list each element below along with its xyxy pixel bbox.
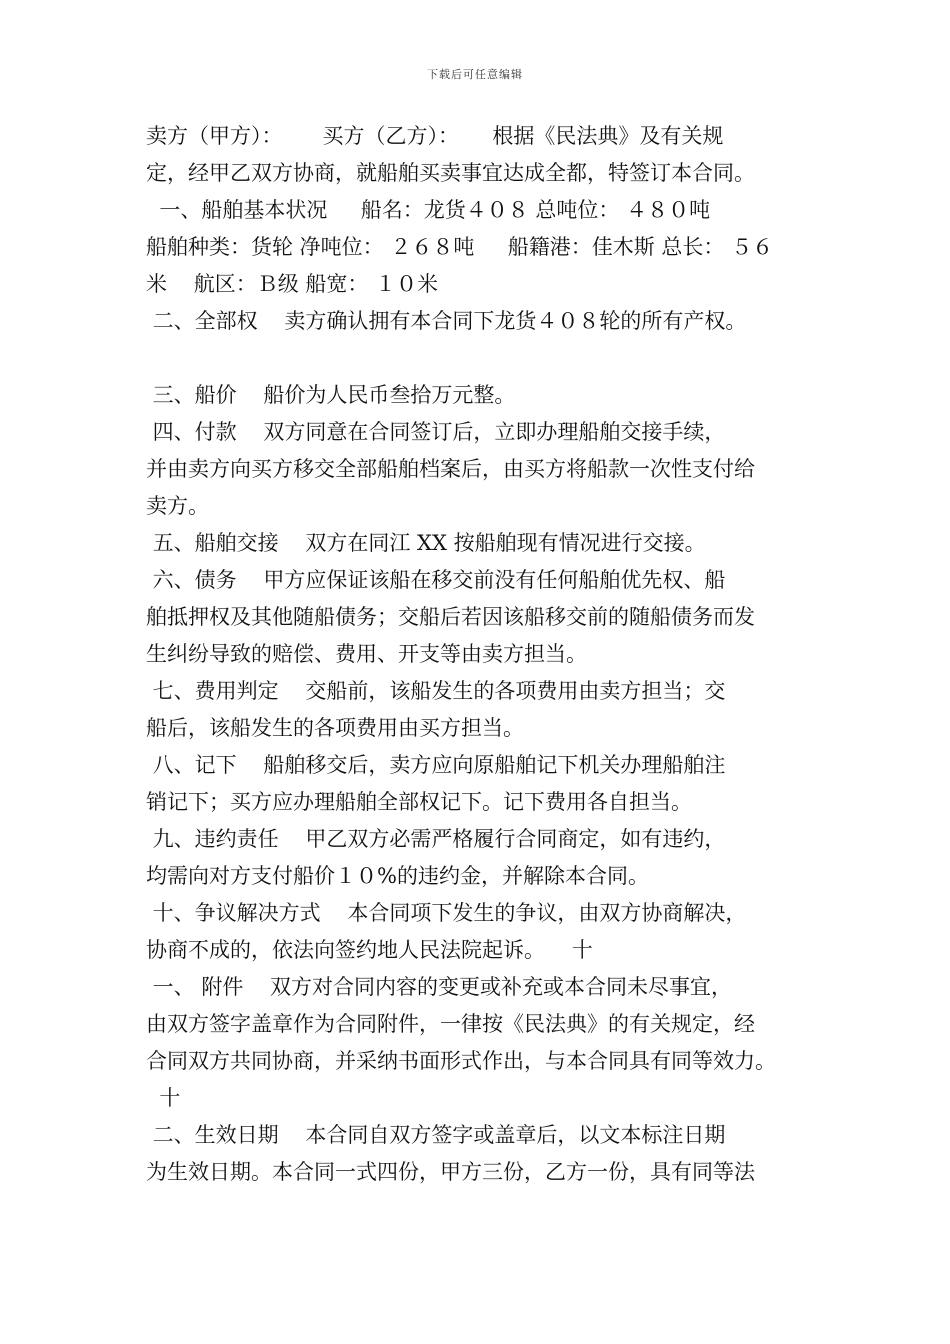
text-line: 舶抵押权及其他随船债务；交船后若因该船移交前的随船债务而发 xyxy=(146,605,755,629)
text-line: 并由卖方向买方移交全部船舶档案后，由买方将船款一次性支付给 xyxy=(146,457,755,481)
text-line: 协商不成的，依法向签约地人民法院起诉。 十 xyxy=(146,938,593,962)
text-line: 二、生效日期 本合同自双方签字或盖章后，以文本标注日期 xyxy=(146,1123,726,1147)
text-line: 卖方。 xyxy=(146,494,209,518)
text-line: 由双方签字盖章作为合同附件，一律按《民法典》的有关规定，经 xyxy=(146,1012,755,1036)
text-line: 为生效日期。本合同一式四份，甲方三份，乙方一份，具有同等法 xyxy=(146,1160,755,1184)
text-line: 十 xyxy=(146,1086,181,1110)
text-line: 五、船舶交接 双方在同江 XX 按船舶现有情况进行交接。 xyxy=(146,531,706,555)
text-line: 三、船价 船价为人民币叁拾万元整。 xyxy=(146,383,516,407)
text-line: 米 航区：Ｂ级 船宽： １０米 xyxy=(146,272,439,296)
text-line: 六、债务 甲方应保证该船在移交前没有任何船舶优先权、船 xyxy=(146,568,726,592)
text-line: 销记下；买方应办理船舶全部权记下。记下费用各自担当。 xyxy=(146,790,692,814)
text-line: 定，经甲乙双方协商，就船舶买卖事宜达成全都，特签订本合同。 xyxy=(146,161,755,185)
text-line: 七、费用判定 交船前，该船发生的各项费用由卖方担当；交 xyxy=(146,679,726,703)
text-line: 一、船舶基本状况 船名：龙货４０８ 总吨位： ４８０吨 xyxy=(146,198,711,222)
text-line: 合同双方共同协商，并采纳书面形式作出，与本合同具有同等效力。 xyxy=(146,1049,776,1073)
text-line: 船后，该船发生的各项费用由买方担当。 xyxy=(146,716,524,740)
text-line: 卖方（甲方）： 买方（乙方）： 根据《民法典》及有关规 xyxy=(146,124,724,148)
text-line: 一、 附件 双方对合同内容的变更或补充或本合同未尽事宜， xyxy=(146,975,733,999)
text-line: 生纠纷导致的赔偿、费用、开支等由卖方担当。 xyxy=(146,642,587,666)
text-line: 四、付款 双方同意在合同签订后，立即办理船舶交接手续， xyxy=(146,420,726,444)
header-note: 下载后可任意编辑 xyxy=(427,68,523,81)
text-line: 均需向对方支付船价１０%的违约金，并解除本合同。 xyxy=(146,864,649,888)
text-line: 二、全部权 卖方确认拥有本合同下龙货４０８轮的所有产权。 xyxy=(146,309,747,333)
text-line: 船舶种类：货轮 净吨位： ２６８吨 船籍港：佳木斯 总长： ５６ xyxy=(146,235,774,259)
text-line: 十、争议解决方式 本合同项下发生的争议，由双方协商解决， xyxy=(146,901,747,925)
text-line: 九、违约责任 甲乙双方必需严格履行合同商定，如有违约， xyxy=(146,827,726,851)
text-line: 八、记下 船舶移交后，卖方应向原船舶记下机关办理船舶注 xyxy=(146,753,726,777)
